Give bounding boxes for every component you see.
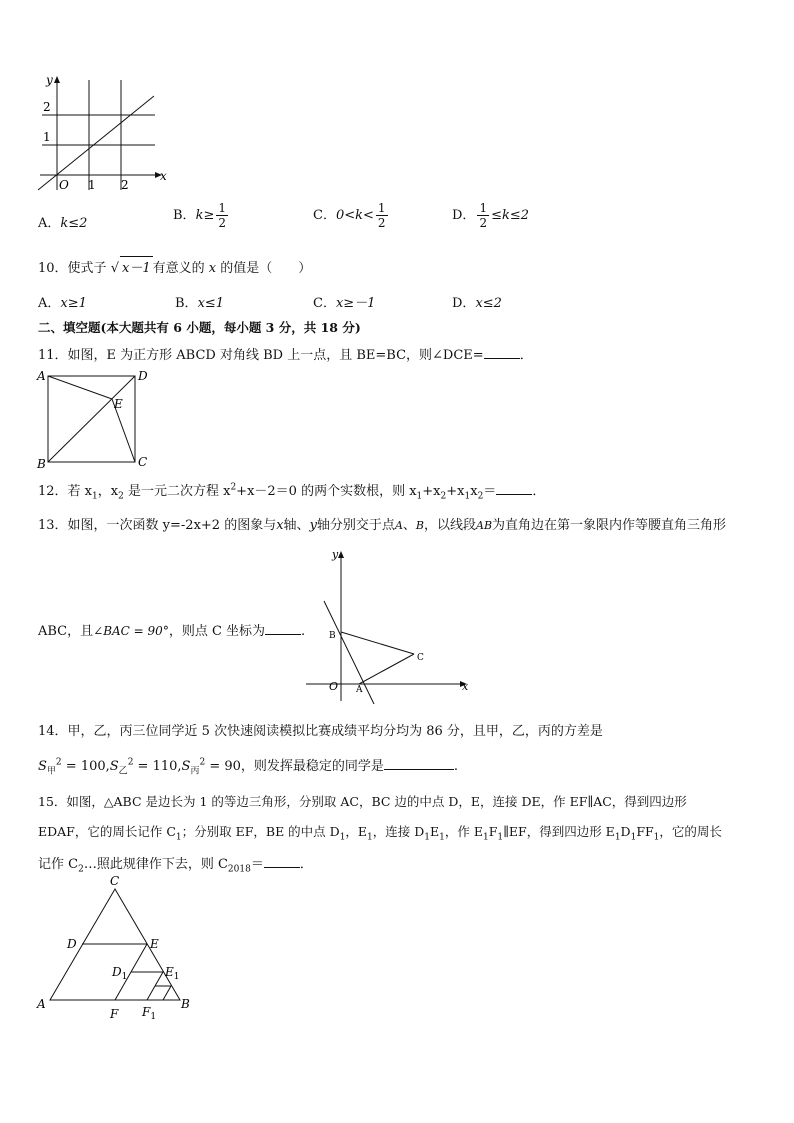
label-a: A [37,997,46,1011]
x-label: x [462,680,469,693]
line-graph [38,96,154,190]
y-label: y [46,73,53,87]
q12-stem: 12．若 $x_1$，$x_2$ 是一元二次方程 $x^2+x-2=0$ 的两个实数根，则 $x_1+x_2+x_1x_2=$ ． [38,482,546,502]
y-tick-1: 1 [43,130,51,144]
segment-ac [359,654,414,684]
label-a: A [356,685,363,695]
q13-stem-line1: 13．如图，一次函数 y=-2x+2 的图象与x轴、y轴分别交于点A、B，以线段AB为直角边在第一象限内作等腰直角三角形 [38,518,727,533]
label-e1: $E_1$ [165,965,180,982]
q13-stem-line2: ABC，且∠BAC = 90°，则点 C 坐标为 . [38,624,306,639]
q10-option-c[interactable]: C．x≥－1 [313,296,376,311]
q10-option-a[interactable]: A．x≥1 [38,296,87,311]
answer-blank[interactable] [484,346,520,359]
label-b: B [37,457,46,471]
origin-label: O [59,178,69,192]
label-e: E [150,937,159,951]
answer-blank[interactable] [265,622,301,635]
fraction: $\frac{1}{2}$ [479,201,488,230]
label-d: D [138,369,148,383]
y-axis-arrow [54,76,60,83]
q14-stem-line2: $S_甲^2 = 100,S_乙^2 = 110,S_丙^2 = 90$，则发挥最稳定的同学是 . [38,757,459,777]
q9-option-a[interactable]: A．k≤2 [38,216,88,231]
fraction: $\frac{1}{2}$ [218,201,226,230]
label-f1: $F_1$ [142,1005,157,1022]
q9-option-d[interactable]: D． $\frac{1}{2}$ ≤k≤2 [452,201,530,230]
answer-blank[interactable] [496,482,532,495]
q13-figure [304,546,479,706]
q15-stem-line2: EDAF，它的周长记作 $C_1$；分别取 EF，BE 的中点 $D_1$，$E_1$，连接 $D_1E_1$，作 $E_1F_1\parallel EF$，得到四边形 $E_1D_1FF_1$，它的周长 [38,824,722,843]
y-axis-arrow [338,551,344,558]
q9-graph [30,72,180,197]
section-title: 二、填空题(本大题共有 6 小题，每小题 3 分，共 18 分) [38,320,361,335]
label-e: E [114,397,123,411]
segment-bc [341,632,414,654]
label-a: A [37,369,46,383]
q11-figure [34,366,154,472]
label-b: B [329,631,336,641]
label-d: D [67,937,77,951]
q11-stem: 11．如图，E 为正方形 ABCD 对角线 BD 上一点，且 BE=BC，则∠DCE= ． [38,348,533,363]
q9-option-c[interactable]: C．0<k< $\frac{1}{2}$ [313,201,386,230]
x-tick-1: 1 [88,178,96,192]
q10-stem: 10．使式子 √ x－1 有意义的 x 的值是（ ） [38,256,311,276]
label-b: B [181,997,190,1011]
q15-figure [32,872,207,1027]
label-c: C [110,874,120,888]
fraction: $\frac{1}{2}$ [377,201,386,230]
label-d1: $D_1$ [112,965,128,982]
origin-label: O [329,680,339,693]
y-label: y [332,548,339,561]
y-tick-2: 2 [43,100,51,114]
segment-e2f2 [163,986,171,1000]
q10-option-b[interactable]: B．x≤1 [175,296,225,311]
q9-option-b[interactable]: B．k≥ $\frac{1}{2}$ [173,201,226,230]
q14-stem-line1: 14．甲，乙，丙三位同学近 5 次快速阅读模拟比赛成绩平均分均为 86 分，且甲，乙，丙的方差是 [38,724,603,739]
diagonal-bd [48,376,135,462]
label-f: F [110,1007,119,1021]
q10-option-d[interactable]: D．x≤2 [452,296,502,311]
label-c: C [417,653,424,663]
q15-stem-line3: 记作 $C_2\dots$照此规律作下去，则 $C_{2018}=$ ． [38,857,313,875]
x-tick-2: 2 [121,178,129,192]
answer-blank[interactable] [264,855,300,868]
segment-be [48,376,112,399]
q15-stem-line1: 15．如图，△ABC 是边长为 1 的等边三角形，分别取 AC，BC 边的中点 D，E，连接 DE，作 EF∥AC，得到四边形 [38,794,687,809]
x-label: x [160,169,167,183]
answer-blank[interactable] [384,757,454,770]
label-c: C [138,455,148,469]
